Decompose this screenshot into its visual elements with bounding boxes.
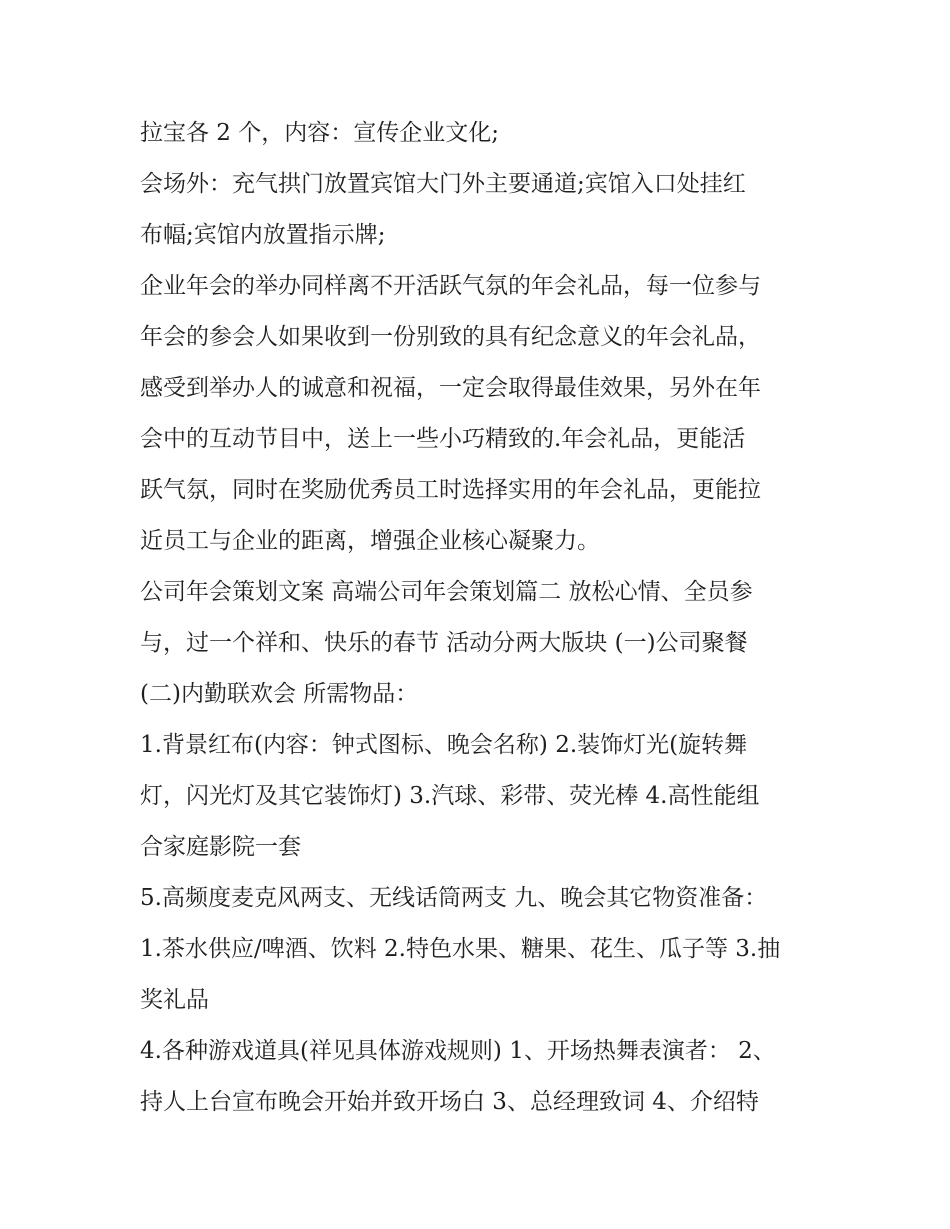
text-line: 5.高频度麦克风两支、无线话筒两支 九、晚会其它物资准备：	[140, 885, 768, 911]
text-line: 与，过一个祥和、快乐的春节 活动分两大版块 (一)公司聚餐	[140, 630, 748, 656]
text-line: 1.茶水供应/啤酒、饮料 2.特色水果、糖果、花生、瓜子等 3.抽	[140, 936, 781, 962]
text-line: 年会的参会人如果收到一份别致的具有纪念意义的年会礼品，	[140, 324, 761, 350]
text-line: 奖礼品	[140, 987, 209, 1013]
text-line: 合家庭影院一套	[140, 834, 301, 860]
text-line: 感受到举办人的诚意和祝福，一定会取得最佳效果，另外在年	[140, 375, 761, 401]
text-line: 企业年会的举办同样离不开活跃气氛的年会礼品，每一位参与	[140, 273, 761, 299]
text-line: (二)内勤联欢会 所需物品：	[140, 681, 419, 707]
text-line: 布幅;宾馆内放置指示牌;	[140, 222, 386, 248]
text-line: 4.各种游戏道具(祥见具体游戏规则) 1、开场热舞表演者： 2、	[140, 1038, 776, 1064]
text-line: 会场外：充气拱门放置宾馆大门外主要通道;宾馆入口处挂红	[140, 171, 746, 197]
text-line: 会中的互动节目中，送上一些小巧精致的.年会礼品，更能活	[140, 426, 746, 452]
text-line: 灯，闪光灯及其它装饰灯) 3.汽球、彩带、荧光棒 4.高性能组	[140, 783, 760, 809]
text-line: 公司年会策划文案 高端公司年会策划篇二 放松心情、全员参	[140, 579, 753, 605]
text-line: 近员工与企业的距离，增强企业核心凝聚力。	[140, 528, 600, 554]
text-line: 持人上台宣布晚会开始并致开场白 3、总经理致词 4、介绍特	[140, 1089, 759, 1115]
text-line: 拉宝各 2 个，内容：宣传企业文化;	[140, 120, 500, 146]
document-body	[140, 108, 820, 1128]
text-line: 跃气氛，同时在奖励优秀员工时选择实用的年会礼品，更能拉	[140, 477, 761, 503]
text-line: 1.背景红布(内容：钟式图标、晚会名称) 2.装饰灯光(旋转舞	[140, 732, 748, 758]
